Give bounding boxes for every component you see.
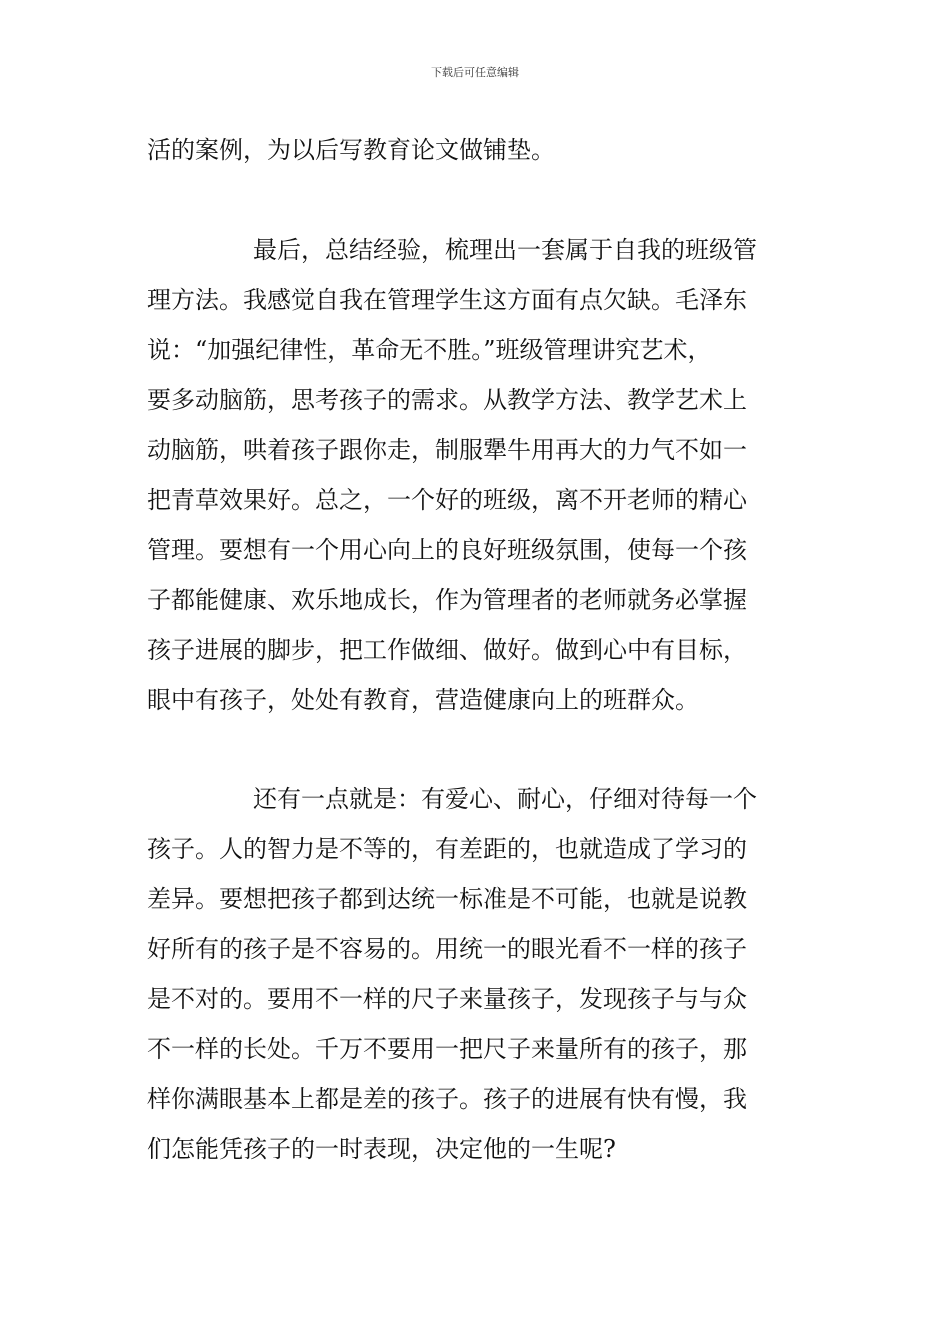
text-line: 子都能健康、欢乐地成长，作为管理者的老师就务必掌握 [147,586,747,614]
text-line: 要多动脑筋，思考孩子的需求。从教学方法、教学艺术上 [147,386,747,414]
text-line: 孩子进展的脚步，把工作做细、做好。做到心中有目标， [147,636,747,664]
text-line: 说：“加强纪律性，革命无不胜。”班级管理讲究艺术， [147,336,712,364]
text-line: 不一样的长处。千万不要用一把尺子来量所有的孩子，那 [147,1035,747,1063]
paragraph-1 [147,125,807,175]
text-line: 是不对的。要用不一样的尺子来量孩子，发现孩子与与众 [147,985,747,1013]
text-line: 好所有的孩子是不容易的。用统一的眼光看不一样的孩子 [147,935,747,963]
text-line: 活的案例，为以后写教育论文做铺垫。 [147,136,555,164]
text-line: 眼中有孩子，处处有教育，营造健康向上的班群众。 [147,686,699,714]
text-line: 理方法。我感觉自我在管理学生这方面有点欠缺。毛泽东 [147,286,747,314]
text-line: 管理。要想有一个用心向上的良好班级氛围，使每一个孩 [147,536,747,564]
text-line: 动脑筋，哄着孩子跟你走，制服犟牛用再大的力气不如一 [147,436,747,464]
text-line: 还有一点就是：有爱心、耐心，仔细对待每一个 [253,785,757,813]
text-line: 最后，总结经验，梳理出一套属于自我的班级管 [253,236,757,264]
paragraph-3 [147,774,807,1174]
text-line: 们怎能凭孩子的一时表现，决定他的一生呢? [147,1135,616,1163]
text-line: 样你满眼基本上都是差的孩子。孩子的进展有快有慢，我 [147,1085,747,1113]
text-line: 差异。要想把孩子都到达统一标准是不可能，也就是说教 [147,885,747,913]
text-line: 把青草效果好。总之，一个好的班级，离不开老师的精心 [147,486,747,514]
page-header: 下载后可任意编辑 [431,66,519,79]
paragraph-2 [147,225,807,725]
text-line: 孩子。人的智力是不等的，有差距的，也就造成了学习的 [147,835,747,863]
